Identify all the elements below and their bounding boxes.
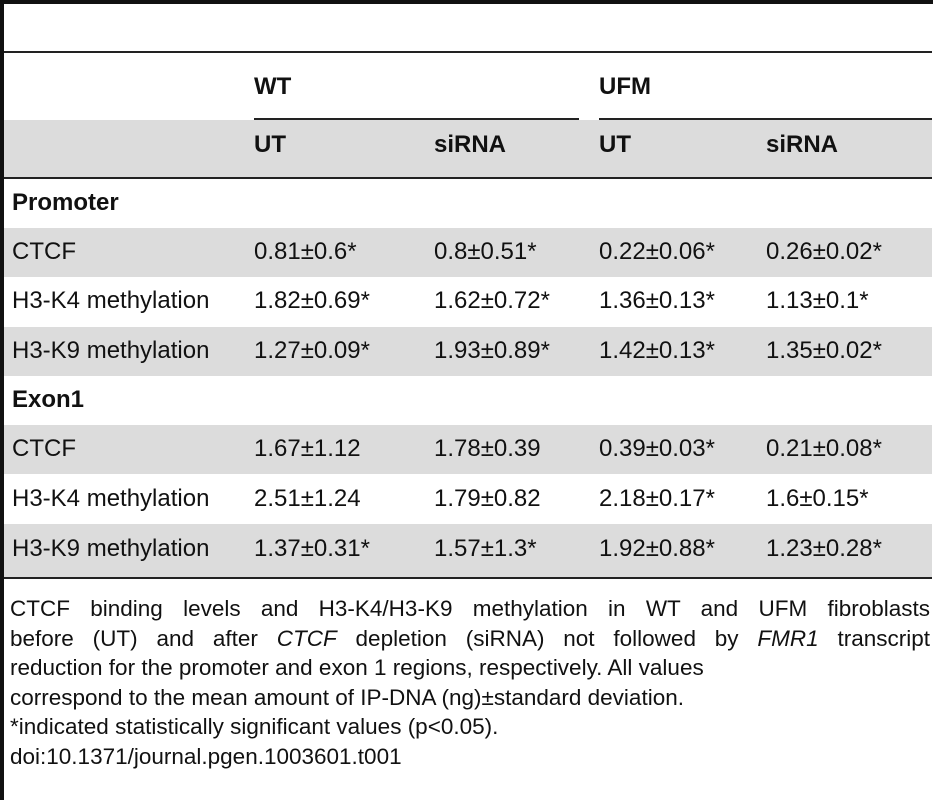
table-cell: 1.35±0.02* — [766, 337, 882, 364]
table-cell: 1.79±0.82 — [434, 485, 541, 512]
table-cell: 1.27±0.09* — [254, 337, 370, 364]
caption-line: reduction for the promoter and exon 1 regions, respectively. All values — [10, 655, 704, 680]
subheader-ufm-sirna: siRNA — [766, 131, 839, 158]
table-cell: 2.51±1.24 — [254, 485, 361, 512]
subheader-wt-ut: UT — [254, 131, 286, 158]
caption-line — [10, 624, 930, 654]
table-cell: 1.57±1.3* — [434, 535, 537, 562]
row-label: H3-K4 methylation — [12, 287, 210, 314]
doi-text: doi:10.1371/journal.pgen.1003601.t001 — [10, 743, 402, 769]
top-border — [0, 0, 933, 4]
row-label: H3-K9 methylation — [12, 535, 210, 562]
caption-line: *indicated statistically significant values (p<0.05). — [10, 714, 499, 739]
table-cell: 1.78±0.39 — [434, 435, 541, 462]
caption-line: correspond to the mean amount of IP-DNA (ng)±standard deviation. — [10, 684, 684, 710]
table-cell: 1.62±0.72* — [434, 287, 550, 314]
header-rule-bottom — [4, 177, 932, 179]
table-cell: 0.39±0.03* — [599, 435, 715, 462]
subheader-wt-sirna: siRNA — [434, 131, 507, 158]
table-cell: 1.92±0.88* — [599, 535, 715, 562]
row-label: CTCF — [12, 238, 76, 265]
table-cell: 0.22±0.06* — [599, 238, 715, 265]
caption-italic-gene: FMR1 — [757, 625, 819, 651]
table-cell: 1.13±0.1* — [766, 287, 869, 314]
section-title-exon1: Exon1 — [12, 386, 85, 413]
table-cell: 1.36±0.13* — [599, 287, 715, 314]
table-caption — [10, 594, 930, 771]
group-header-wt: WT — [254, 73, 292, 100]
table-cell: 1.42±0.13* — [599, 337, 715, 364]
table-cell: 2.18±0.17* — [599, 485, 715, 512]
caption-text: transcript — [818, 625, 931, 651]
subheader-ufm-ut: UT — [599, 131, 631, 158]
caption-italic-gene: CTCF — [276, 625, 337, 651]
row-label: CTCF — [12, 435, 76, 462]
table-cell: 0.8±0.51* — [434, 238, 537, 265]
table-cell: 1.82±0.69* — [254, 287, 370, 314]
section-title-promoter: Promoter — [12, 189, 119, 216]
table-cell: 1.37±0.31* — [254, 535, 370, 562]
group-header-ufm: UFM — [599, 73, 651, 100]
caption-text: before (UT) and after — [10, 625, 277, 651]
table-cell: 1.6±0.15* — [766, 485, 869, 512]
row-label: H3-K4 methylation — [12, 485, 210, 512]
table-cell: 0.26±0.02* — [766, 238, 882, 265]
table-cell: 1.23±0.28* — [766, 535, 882, 562]
table-cell: 0.81±0.6* — [254, 238, 357, 265]
caption-line: CTCF binding levels and H3-K4/H3-K9 methylation in WT and UFM fibroblasts — [10, 596, 930, 621]
header-rule-top — [4, 51, 932, 53]
table-bottom-rule — [4, 577, 932, 579]
table-cell: 1.67±1.12 — [254, 435, 361, 462]
caption-text: depletion (siRNA) not followed by — [336, 625, 758, 651]
table-cell: 1.93±0.89* — [434, 337, 550, 364]
row-label: H3-K9 methylation — [12, 337, 210, 364]
table-cell: 0.21±0.08* — [766, 435, 882, 462]
